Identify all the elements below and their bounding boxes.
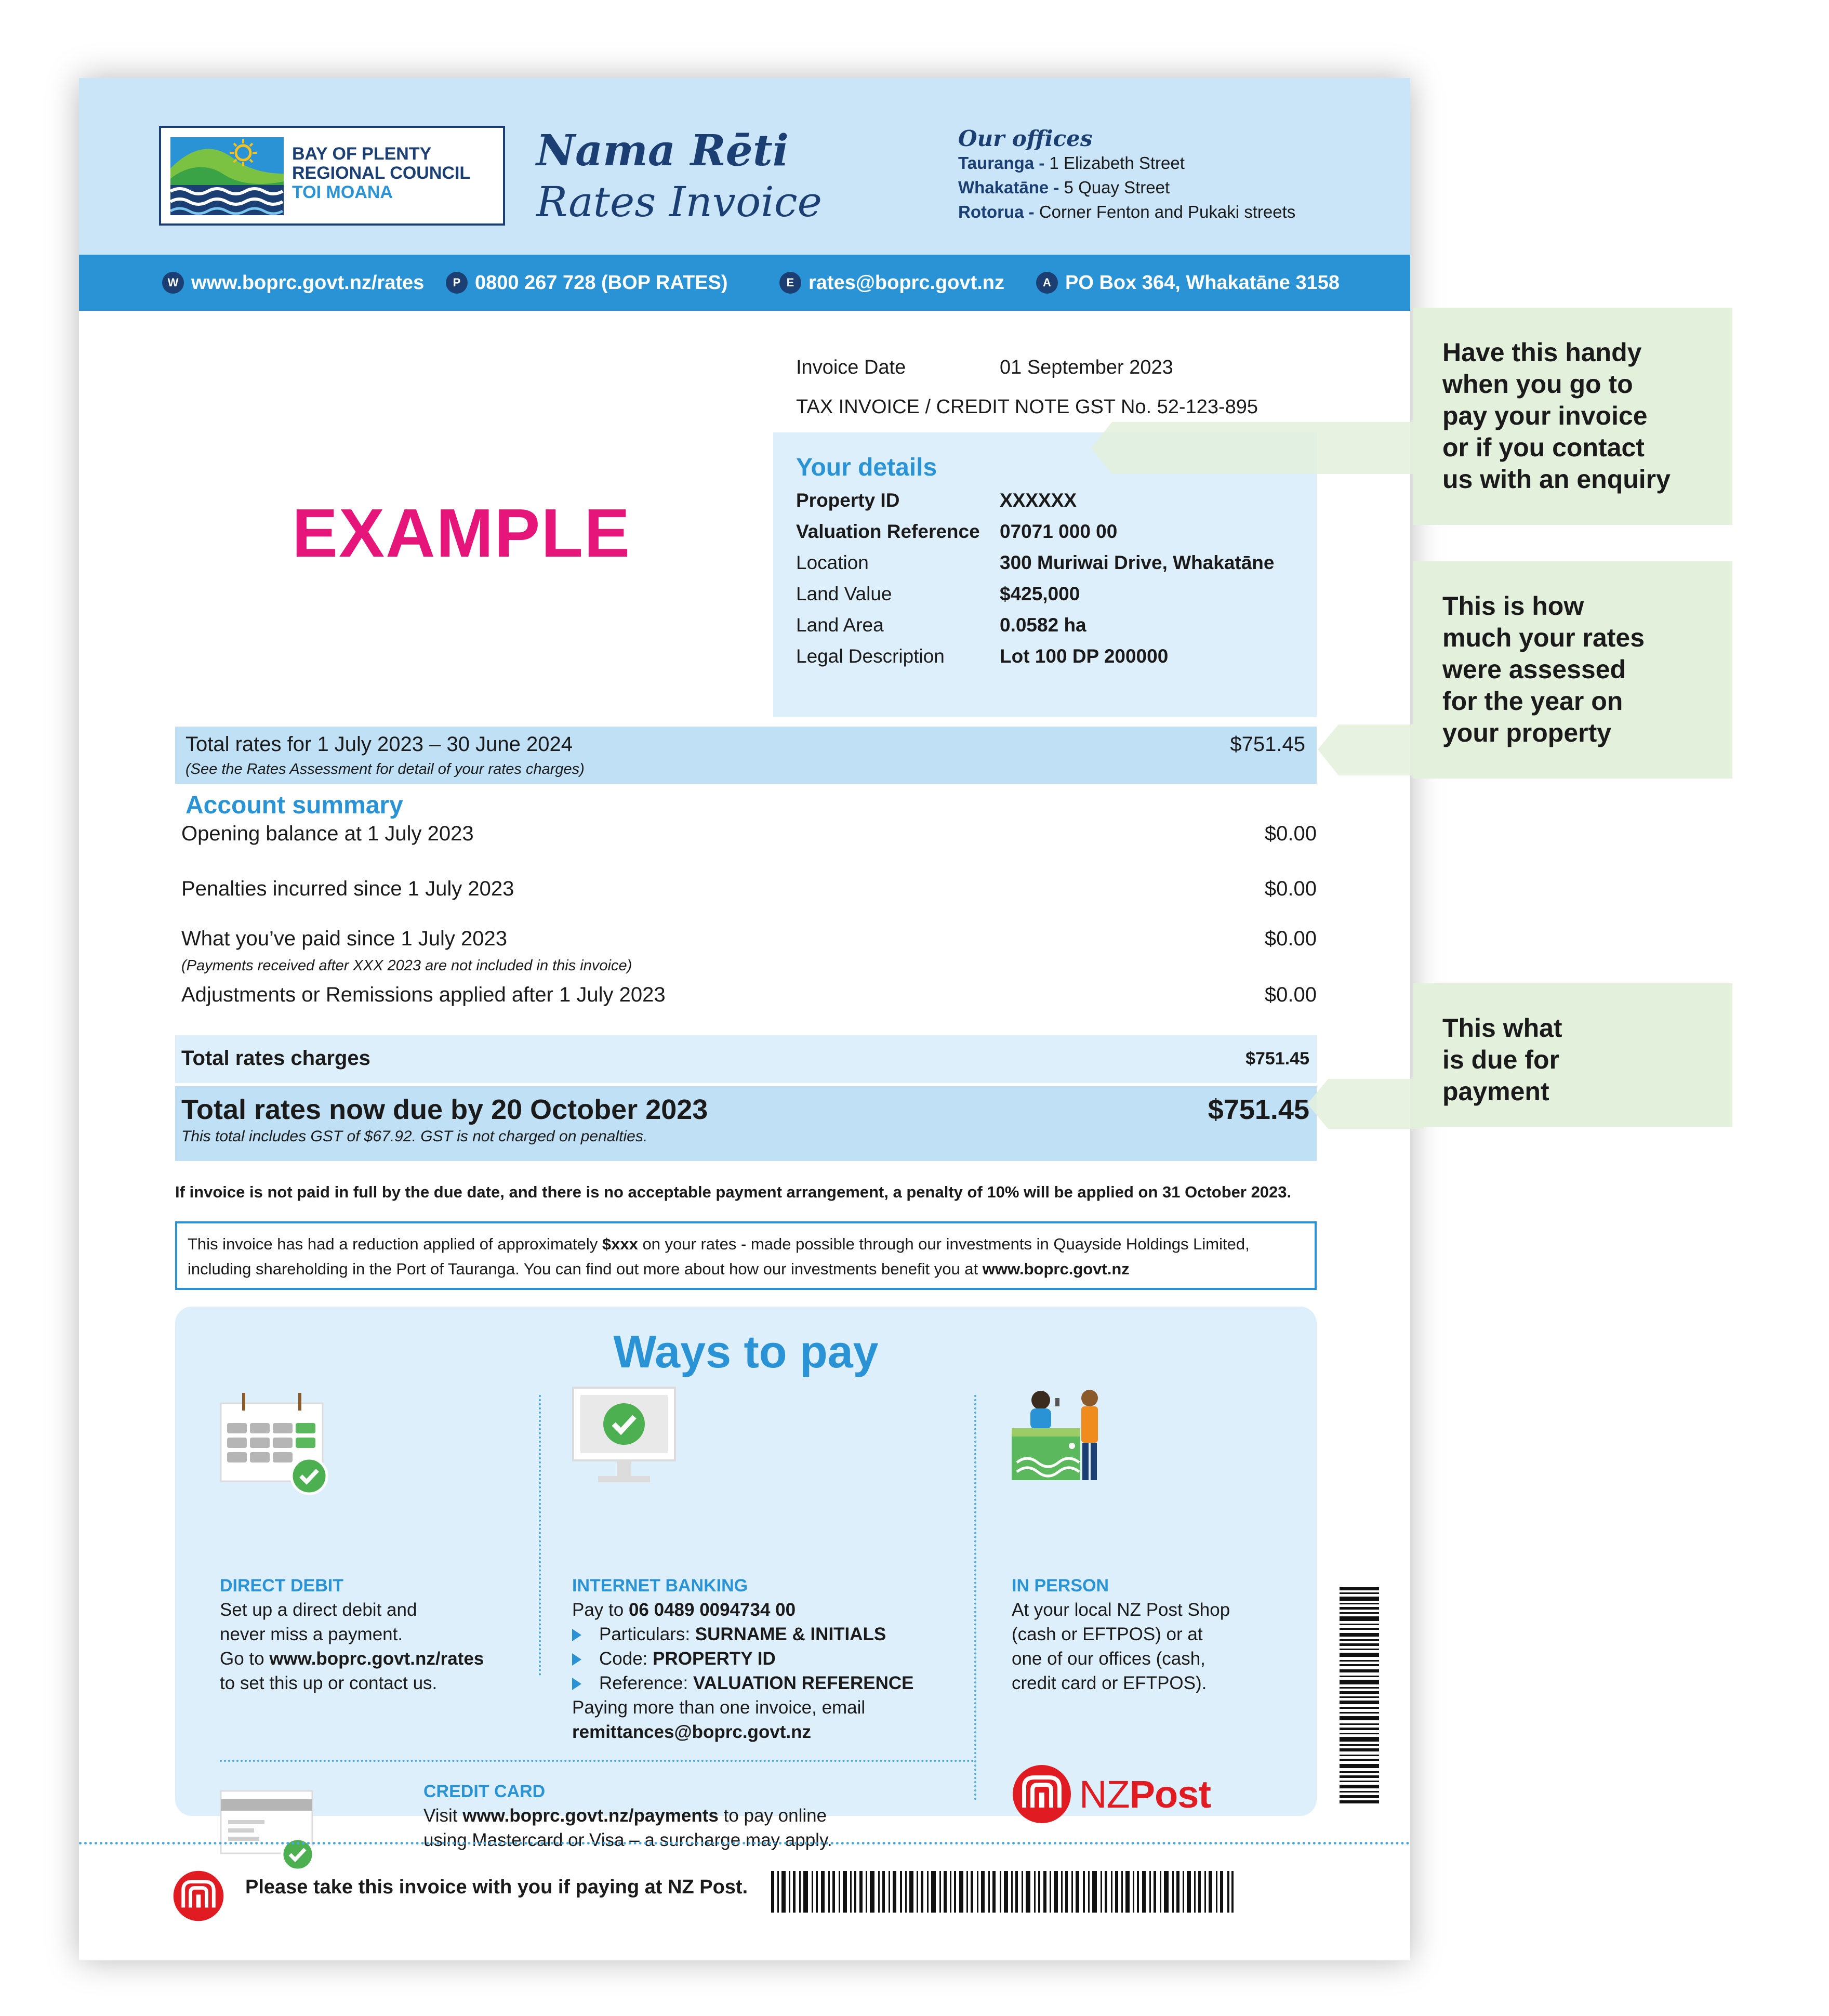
council-logo-icon	[170, 137, 284, 215]
ways-to-pay-heading: Ways to pay	[613, 1326, 879, 1377]
total-rates-note: (See the Rates Assessment for detail of your rates charges)	[185, 761, 585, 778]
logo-line-3: TOI MOANA	[292, 182, 393, 202]
your-details-heading: Your details	[796, 454, 937, 481]
total-rates-amount: $751.45	[1230, 733, 1305, 756]
total-due-note: This total includes GST of $67.92. GST is not charged on penalties.	[181, 1128, 648, 1145]
penalty-notice: If invoice is not paid in full by the due date, and there is no acceptable payment arrangement, a penalty of 10% will be applied on 31 October 2023.	[175, 1183, 1292, 1201]
detail-label: Land Value	[796, 583, 892, 604]
in-person-title: IN PERSON	[1012, 1576, 1109, 1596]
detail-label: Location	[796, 552, 869, 573]
callout-text: This is how much your rates were assessed for the year on your property	[1442, 591, 1645, 747]
legal-description-value: Lot 100 DP 200000	[1000, 645, 1169, 667]
invoice-date-value: 01 September 2023	[1000, 357, 1173, 378]
nzpost-logo-icon	[1012, 1764, 1072, 1824]
internet-banking-title: INTERNET BANKING	[572, 1576, 748, 1596]
summary-row-label: Penalties incurred since 1 July 2023	[181, 877, 514, 900]
logo-line-1: BAY OF PLENTY	[292, 144, 432, 164]
internet-banking-text: Pay to 06 0489 0094734 00 Particulars: SURNAME & INITIALS Code: PROPERTY ID Reference: VALUATION REFERENCE Paying more than one invoice, email remittances@boprc.govt.nz	[572, 1600, 914, 1742]
detail-label: Legal Description	[796, 645, 945, 667]
total-rates-label: Total rates for 1 July 2023 – 30 June 2024	[185, 733, 573, 756]
contact-postal-address: A PO Box 364, Whakatāne 3158	[1036, 255, 1340, 311]
phone-icon: P	[446, 272, 468, 294]
detail-label: Land Area	[796, 614, 884, 636]
web-icon: W	[162, 272, 184, 294]
credit-card-title: CREDIT CARD	[423, 1782, 546, 1801]
nzpost-footer-icon	[173, 1870, 224, 1922]
summary-row-amount: $0.00	[1264, 983, 1317, 1006]
column-divider	[539, 1395, 541, 1676]
column-divider	[974, 1395, 976, 1800]
email-icon: E	[779, 272, 801, 294]
office-rotorua: Rotorua - Corner Fenton and Pukaki streets	[958, 202, 1296, 221]
calendar-icon	[220, 1393, 330, 1497]
property-id-value: XXXXXX	[1000, 490, 1077, 511]
tax-invoice-line: TAX INVOICE / CREDIT NOTE GST No. 52-123-895	[796, 396, 1258, 418]
row-divider	[220, 1760, 974, 1762]
contact-phone[interactable]: P 0800 267 728 (BOP RATES)	[446, 255, 728, 311]
total-due-amount: $751.45	[1208, 1094, 1309, 1125]
logo-line-2: REGIONAL COUNCIL	[292, 163, 471, 183]
bank-account-number: 06 0489 0094734 00	[628, 1600, 796, 1620]
callout-due-for-payment	[1413, 983, 1732, 1127]
contact-website[interactable]: W www.boprc.govt.nz/rates	[162, 255, 424, 311]
council-logo	[159, 126, 505, 226]
direct-debit-link[interactable]: www.boprc.govt.nz/rates	[269, 1649, 484, 1669]
summary-row-label: Adjustments or Remissions applied after 1 July 2023	[181, 983, 666, 1006]
contact-email[interactable]: E rates@boprc.govt.nz	[779, 255, 1004, 311]
direct-debit-text: Set up a direct debit and never miss a payment. Go to www.boprc.govt.nz/rates to set this up or contact us.	[220, 1600, 484, 1693]
detail-label: Valuation Reference	[796, 521, 980, 542]
callout-text: Have this handy when you go to pay your invoice or if you contact us with an enquiry	[1442, 338, 1671, 494]
callout-text: This what is due for payment	[1442, 1013, 1562, 1106]
office-tauranga: Tauranga - 1 Elizabeth Street	[958, 153, 1185, 173]
payments-link[interactable]: www.boprc.govt.nz/payments	[462, 1806, 719, 1826]
direct-debit-title: DIRECT DEBIT	[220, 1576, 343, 1596]
callout-have-this-handy	[1413, 308, 1732, 525]
offices-heading: Our offices	[958, 126, 1093, 151]
reduction-notice: This invoice has had a reduction applied of approximately $xxx on your rates - made possible through our investments in Quayside Holdings Limited, including shareholding in the Port of Tauranga. You can find out more about how our investments benefit you at www.boprc.govt.nz	[175, 1221, 1317, 1290]
total-due-label: Total rates now due by 20 October 2023	[181, 1094, 708, 1125]
title-maori: Nama Rēti	[536, 126, 789, 176]
in-person-text: At your local NZ Post Shop (cash or EFTPOS) or at one of our offices (cash, credit card or EFTPOS).	[1012, 1600, 1230, 1693]
callout-rates-assessed	[1413, 561, 1732, 779]
summary-row-amount: $0.00	[1264, 822, 1317, 845]
computer-icon	[572, 1387, 676, 1491]
bullet-arrow-icon	[572, 1629, 581, 1641]
title-english: Rates Invoice	[536, 178, 822, 226]
boprc-link[interactable]: www.boprc.govt.nz	[982, 1260, 1130, 1278]
account-summary-heading: Account summary	[185, 792, 403, 819]
land-value-value: $425,000	[1000, 583, 1080, 604]
total-charges-amount: $751.45	[1245, 1049, 1309, 1069]
nzpost-logo: NZPost	[1012, 1764, 1211, 1824]
credit-card-text: Visit www.boprc.govt.nz/payments to pay online using Mastercard or Visa – a surcharge may apply.	[423, 1806, 832, 1850]
credit-card-icon	[220, 1790, 324, 1873]
address-icon: A	[1036, 272, 1058, 294]
summary-row-amount: $0.00	[1264, 927, 1317, 950]
invoice-date-label: Invoice Date	[796, 357, 906, 378]
office-whakatane: Whakatāne - 5 Quay Street	[958, 178, 1170, 197]
footer-instruction: Please take this invoice with you if paying at NZ Post.	[245, 1876, 748, 1898]
summary-row-note: (Payments received after XXX 2023 are not included in this invoice)	[181, 957, 632, 974]
bullet-arrow-icon	[572, 1653, 581, 1666]
land-area-value: 0.0582 ha	[1000, 614, 1086, 636]
valuation-reference-value: 07071 000 00	[1000, 521, 1118, 542]
summary-row-label: What you’ve paid since 1 July 2023	[181, 927, 508, 950]
summary-row-label: Opening balance at 1 July 2023	[181, 822, 474, 845]
summary-row-amount: $0.00	[1264, 877, 1317, 900]
example-watermark: EXAMPLE	[292, 495, 631, 571]
detail-label: Property ID	[796, 490, 900, 511]
total-charges-label: Total rates charges	[181, 1047, 370, 1070]
location-value: 300 Muriwai Drive, Whakatāne	[1000, 552, 1275, 573]
remittances-email-link[interactable]: remittances@boprc.govt.nz	[572, 1722, 812, 1742]
bullet-arrow-icon	[572, 1678, 581, 1690]
